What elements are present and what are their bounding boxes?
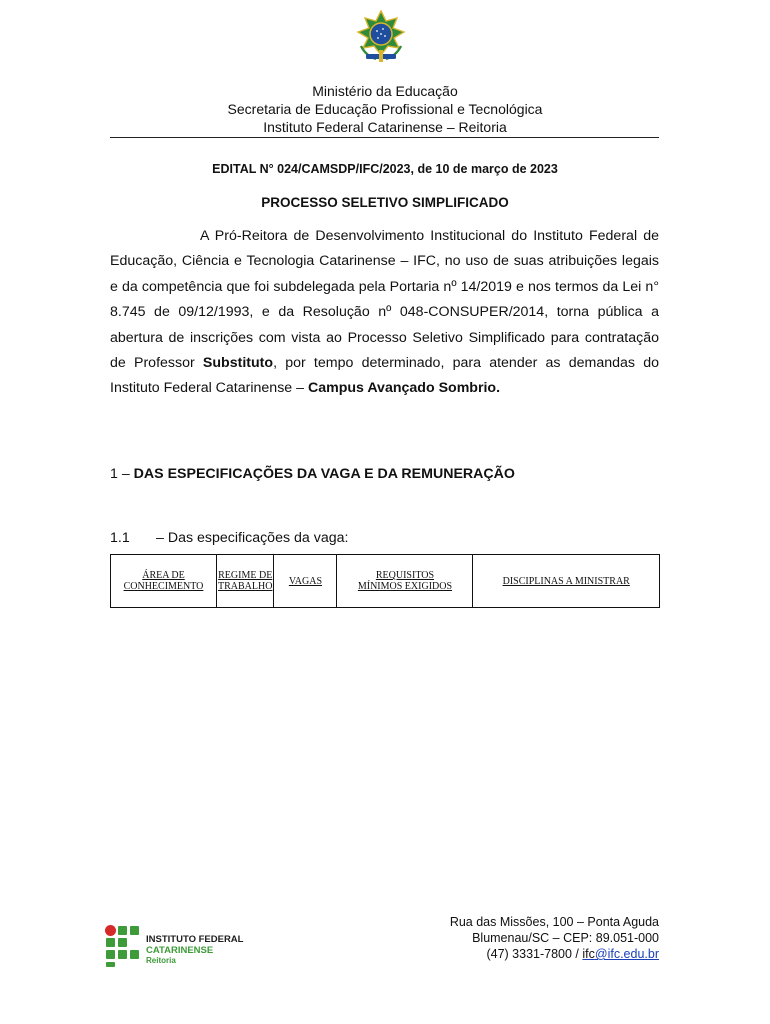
logo-line-2: CATARINENSE [146,944,214,956]
intro-bold-substituto: Substituto [202,355,274,372]
table-header-row [111,555,660,608]
address-city: Blumenau/SC – CEP: 89.051-000 [472,931,659,945]
phone-number: (47) 3331-7800 / [486,947,583,961]
header-divider [110,137,659,138]
header-ministry: Ministério da Educação [312,83,458,99]
subsection-heading [110,530,659,546]
logo-line-1: INSTITUTO FEDERAL [146,934,244,945]
section-number: 1 – [110,466,134,482]
logo-line-3: Reitoria [146,956,176,965]
subsection-number: 1.1 [110,530,130,546]
address-street: Rua das Missões, 100 – Ponta Aguda [449,915,659,929]
ifc-logo-text [146,935,243,967]
email-link[interactable]: ifc@ifc.edu.br [582,947,659,961]
vacancy-table [110,554,660,608]
address-contact [450,946,659,962]
process-title: PROCESSO SELETIVO SIMPLIFICADO [261,195,509,210]
intro-text-b: , por tempo determinado, para atender as demandas do Instituto Federal Catarinense – [110,355,659,397]
section-heading [110,466,659,482]
brazil-coat-of-arms-icon [352,10,410,64]
edital-title: EDITAL N° 024/CAMSDP/IFC/2023, de 10 de março de 2023 [212,162,558,176]
table-header-regime: REGIME DE TRABALHO [217,555,274,608]
header-institute: Instituto Federal Catarinense – Reitoria [263,119,507,135]
subsection-title: – Das especificações da vaga: [156,530,349,546]
intro-bold-campus: Campus Avançado Sombrio. [307,380,501,397]
table-header-vagas: VAGAS [274,555,337,608]
table-header-disciplinas: DISCIPLINAS A MINISTRAR [473,555,660,608]
intro-paragraph [110,224,659,402]
table-header-area: ÁREA DE CONHECIMENTO [111,555,217,608]
intro-text-a: A Pró-Reitora de Desenvolvimento Institucional do Instituto Federal de Educação, Ciência e Tecnologia Catarinense – IFC, no uso de suas atribuições legais e da competência que foi subdelegada pela Portaria nº 14/2019 e nos termos da Lei n° 8.745 de 09/12/1993, e da Resolução nº 048-CONSUPER/2014, torna pública a abertura de inscrições com vista ao Processo Seletivo Simplificado para contratação de Professor [110,228,659,372]
section-title: DAS ESPECIFICAÇÕES DA VAGA E DA REMUNERAÇÃO [133,466,515,482]
table-header-requisitos: REQUISITOS MÍNIMOS EXIGIDOS [337,555,473,608]
header-secretariat: Secretaria de Educação Profissional e Tecnológica [227,101,543,117]
footer-address [450,914,659,962]
